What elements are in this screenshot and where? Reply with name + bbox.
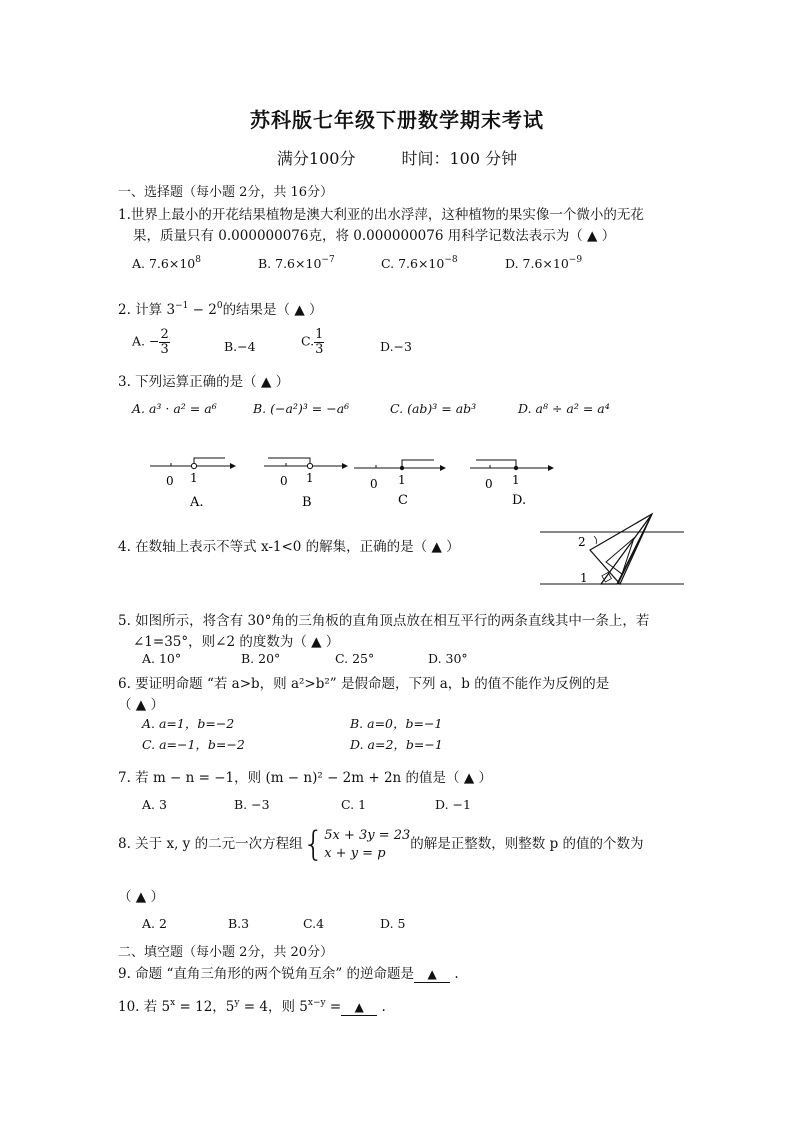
question-5-line-1: 5. 如图所示，将含有 30°角的三角板的直角顶点放在相互平行的两条直线其中一条上，若 [118, 613, 650, 629]
tick-1-label: 1 [190, 471, 198, 485]
q1-option-b: B. $7.6\times 10^{-7}$ [258, 255, 335, 271]
q1-option-d: D. $7.6\times 10^{-9}$ [505, 255, 583, 271]
q6-option-c: C. a=−1，b=−2 [142, 737, 245, 752]
section-heading-fill-in: 二、填空题（每小题 2分，共 20分） [118, 945, 334, 960]
number-line-c [354, 460, 446, 508]
answer-blank[interactable]: ▲ [341, 999, 377, 1016]
q2-option-d: D.−3 [380, 339, 412, 354]
q8-option-a: A. 2 [142, 916, 167, 931]
q8-option-d: D. 5 [380, 916, 406, 931]
q6-option-b: B. a=0，b=−1 [350, 716, 443, 731]
number-line-a [150, 458, 236, 510]
q7-option-c: C. 1 [341, 797, 367, 812]
angle-2-label: 2 [578, 535, 586, 549]
tick-0-label: 0 [166, 474, 174, 488]
answer-blank[interactable]: ▲ [414, 966, 450, 983]
exam-title: 苏科版七年级下册数学期末考试 [250, 108, 544, 132]
q2-option-c: C. $\frac{1}{3}$ [301, 327, 324, 357]
q6-option-a: A. a=1，b=−2 [142, 716, 235, 731]
system-brace: { [302, 824, 325, 865]
q3-option-a: A. a³ · a² = a⁶ [132, 401, 217, 416]
q3-option-d: D. a⁸ ÷ a² = a⁴ [518, 401, 610, 416]
equation-system [324, 827, 410, 862]
tick-0-label: 0 [280, 474, 288, 488]
question-1-line-1: 1.世界上最小的开花结果植物是澳大利亚的出水浮萍，这种植物的果实像一个微小的无花 [118, 207, 644, 223]
q7-option-a: A. 3 [142, 797, 167, 812]
number-line-b [264, 458, 348, 510]
exam-subtitle [0, 146, 794, 169]
time-limit: 时间：100 分钟 [401, 149, 518, 168]
q8-option-b: B.3 [228, 916, 250, 931]
tick-1-label: 1 [512, 473, 520, 487]
q5-option-a: A. 10° [142, 651, 182, 666]
number-line-options [140, 450, 570, 512]
parallel-lines-triangle-figure [538, 510, 686, 592]
q1-option-a: A. $7.6\times 10^8$ [132, 255, 201, 271]
question-5-line-2: ∠1=35°，则∠2 的度数为（ ▲ ） [133, 634, 340, 650]
q3-option-c: C. (ab)³ = ab³ [390, 401, 477, 416]
q3-option-b: B. (−a²)³ = −a⁶ [253, 401, 350, 416]
number-line-label-c: C [398, 493, 408, 508]
q5-option-d: D. 30° [428, 651, 468, 666]
q5-option-b: B. 20° [241, 651, 281, 666]
question-8: 8. 关于 x, y 的二元一次方程组{ 5x + 3y = 23 x + y = p 的解是正整数，则整数 p 的值的个数为 [118, 824, 644, 865]
tick-1-label: 1 [306, 471, 314, 485]
question-6-line-1: 6. 要证明命题 “若 a>b，则 a²>b²” 是假命题，下列 a，b 的值不能作为反例的是 [118, 676, 610, 692]
section-heading-choice: 一、选择题（每小题 2分，共 16分） [118, 185, 334, 200]
q8-option-c: C.4 [303, 916, 325, 931]
tick-1-label: 1 [398, 473, 406, 487]
q6-option-d: D. a=2，b=−1 [350, 737, 443, 752]
question-8-line-2: （ ▲ ） [118, 889, 164, 905]
q7-option-b: B. −3 [234, 797, 270, 812]
question-9: 9. 命题 “直角三角形的两个锐角互余” 的逆命题是 ▲ . [118, 966, 459, 982]
question-6-line-2: （ ▲ ） [118, 697, 164, 713]
equation-2: x + y = p [324, 845, 386, 861]
q5-option-c: C. 25° [335, 651, 375, 666]
question-1-line-2: 果，质量只有 0.000000076克，将 0.000000076 用科学记数法表示为（ ▲ ） [133, 228, 616, 244]
equation-1: 5x + 3y = 23 [324, 827, 411, 843]
number-line-label-d: D. [512, 493, 527, 508]
angle-1-label: 1 [580, 571, 588, 585]
number-line-label-b: B [302, 495, 312, 510]
q2-option-b: B.−4 [224, 339, 256, 354]
question-7: 7. 若 m − n = −1，则 (m − n)² − 2m + 2n 的值是（ ▲ ） [118, 770, 492, 786]
tick-0-label: 0 [370, 477, 378, 491]
tick-0-label: 0 [485, 477, 493, 491]
q7-option-d: D. −1 [435, 797, 471, 812]
question-4: 4. 在数轴上表示不等式 x-1<0 的解集，正确的是（ ▲ ） [118, 539, 460, 555]
q1-option-c: C. $7.6\times 10^{-8}$ [381, 255, 458, 271]
question-2: 2. 计算 $3^{-1} - 2^0$的结果是（ ▲ ） [118, 301, 323, 318]
full-score: 满分100分 [276, 149, 356, 168]
number-line-d [470, 460, 554, 508]
number-line-label-a: A. [190, 495, 204, 510]
q2-option-a: A. − $\frac{2}{3}$ [132, 327, 169, 357]
question-10: 10. 若 $5^x = 12$，$5^y = 4$，则 $5^{x-y}$ = ▲ . [118, 998, 386, 1015]
question-3: 3. 下列运算正确的是（ ▲ ） [118, 374, 290, 390]
